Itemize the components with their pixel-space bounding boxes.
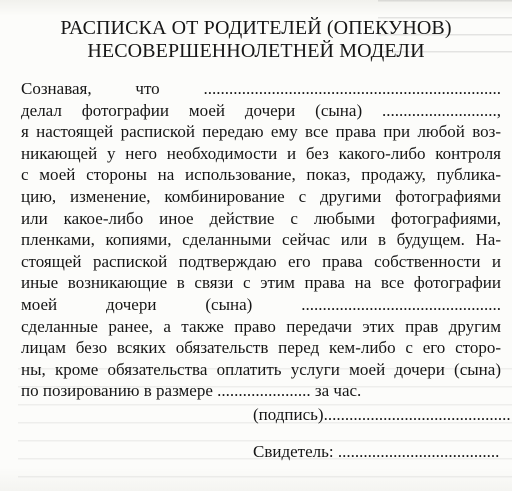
- body-line: я настоящей распиской передаю ему все права при любой воз-: [21, 122, 501, 142]
- body-line: делал фотографии моей дочери (сына) ...........................,: [21, 100, 501, 120]
- body-line: Сознавая, что ......................................................................: [21, 79, 501, 98]
- document-body: [21, 78, 501, 402]
- body-line: моей дочери (сына) ...............................................: [21, 294, 501, 314]
- body-line: с моей стороны на использование, показ, продажу, публика-: [21, 165, 501, 185]
- document-title: [0, 17, 512, 63]
- body-line: ны, кроме обязательства оплатить услуги моей дочери (сына): [21, 359, 501, 379]
- body-line: пленками, копиями, сделанными сейчас или в будущем. На-: [21, 230, 501, 250]
- body-line: лицам безо всяких обязательств перед кем-либо с его сторо-: [21, 338, 501, 358]
- body-line: сделанные ранее, а также право передачи этих прав другим: [21, 316, 501, 336]
- witness-line: Свидетель: ......................................: [253, 442, 500, 461]
- body-line: иные возникающие в связи с этим права на все фотографии: [21, 273, 501, 293]
- body-line: по позированию в размере ...................... за час.: [21, 381, 362, 401]
- signature-line: (подпись)............................................: [253, 405, 511, 424]
- body-line: стоящей распиской подтверждаю его права собственности и: [21, 251, 501, 271]
- title-line: НЕСОВЕРШЕННОЛЕТНЕЙ МОДЕЛИ: [87, 40, 425, 62]
- body-line: цию, изменение, комбинирование с другими фотографиями: [21, 186, 501, 206]
- title-line: РАСПИСКА ОТ РОДИТЕЛЕЙ (ОПЕКУНОВ): [60, 17, 452, 39]
- body-line: или какое-либо иное действие с любыми фотографиями,: [21, 208, 501, 228]
- body-line: никающей у него необходимости и без какого-либо контроля: [21, 143, 501, 163]
